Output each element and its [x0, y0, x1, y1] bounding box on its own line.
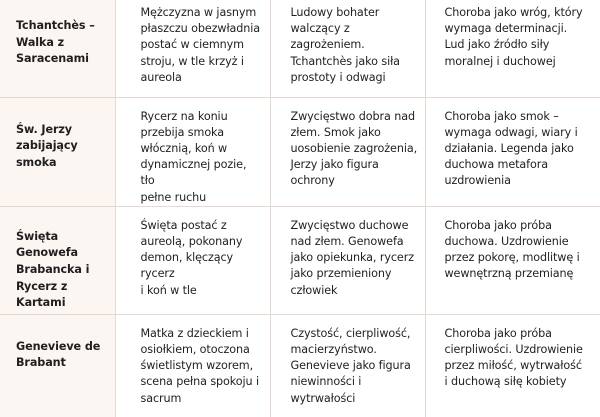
table-row: [0, 206, 600, 314]
illness-text: Choroba jako próba cierpliwości. Uzdrowienie przez miłość, wytrwałość i duchową siłę kobiety: [426, 315, 600, 391]
meaning-cell: [270, 0, 425, 97]
table-row: [0, 314, 600, 417]
illness-cell: [425, 0, 600, 97]
artwork-name-cell: [0, 206, 115, 314]
meaning-text: Czystość, cierpliwość, macierzyństwo. Genevieve jako figura niewinności i wytrwałości: [271, 315, 425, 407]
illness-cell: [425, 314, 600, 417]
meaning-cell: [270, 206, 425, 314]
depiction-text: Matka z dzieckiem i osiołkiem, otoczona świetlistym wzorem, scena pełna spokoju i sacrum: [116, 315, 270, 407]
meaning-text: Ludowy bohater walczący z zagrożeniem. Tchantchès jako siła prostoty i odwagi: [271, 0, 425, 86]
table-row: [0, 0, 600, 97]
artwork-name-cell: [0, 97, 115, 206]
meaning-cell: [270, 97, 425, 206]
meaning-cell: [270, 314, 425, 417]
depiction-text: Święta postać z aureolą, pokonany demon, klęczący rycerz i koń w tle: [116, 207, 270, 299]
meaning-text: Zwycięstwo dobra nad złem. Smok jako uosobienie zagrożenia, Jerzy jako figura ochrony: [271, 98, 425, 190]
depiction-text: Rycerz na koniu przebija smoka włócznią, koń w dynamicznej pozie, tło pełne ruchu: [116, 98, 270, 206]
illness-text: Choroba jako smok – wymaga odwagi, wiary i działania. Legenda jako duchowa metafora uzdrowienia: [426, 98, 600, 190]
artwork-name: Święta Genowefa Brabancka i Rycerz z Kartami: [0, 207, 115, 312]
depiction-cell: [115, 314, 270, 417]
artwork-name: Św. Jerzy zabijający smoka: [0, 98, 115, 172]
depiction-text: Mężczyzna w jasnym płaszczu obezwładnia postać w ciemnym stroju, w tle krzyż i aureola: [116, 0, 270, 86]
illness-cell: [425, 206, 600, 314]
depiction-cell: [115, 206, 270, 314]
artwork-name-cell: [0, 0, 115, 97]
meaning-text: Zwycięstwo duchowe nad złem. Genowefa jako opiekunka, rycerz jako przemieniony człowiek: [271, 207, 425, 299]
table-row: [0, 97, 600, 206]
illness-text: Choroba jako próba duchowa. Uzdrowienie przez pokorę, modlitwę i wewnętrzną przemianę: [426, 207, 600, 283]
depiction-cell: [115, 97, 270, 206]
illness-cell: [425, 97, 600, 206]
artwork-name: Genevieve de Brabant: [0, 315, 115, 372]
artwork-name-cell: [0, 314, 115, 417]
artwork-name: Tchantchès – Walka z Saracenami: [0, 0, 115, 68]
illness-text: Choroba jako wróg, który wymaga determinacji. Lud jako źródło siły moralnej i duchowej: [426, 0, 600, 70]
depiction-cell: [115, 0, 270, 97]
